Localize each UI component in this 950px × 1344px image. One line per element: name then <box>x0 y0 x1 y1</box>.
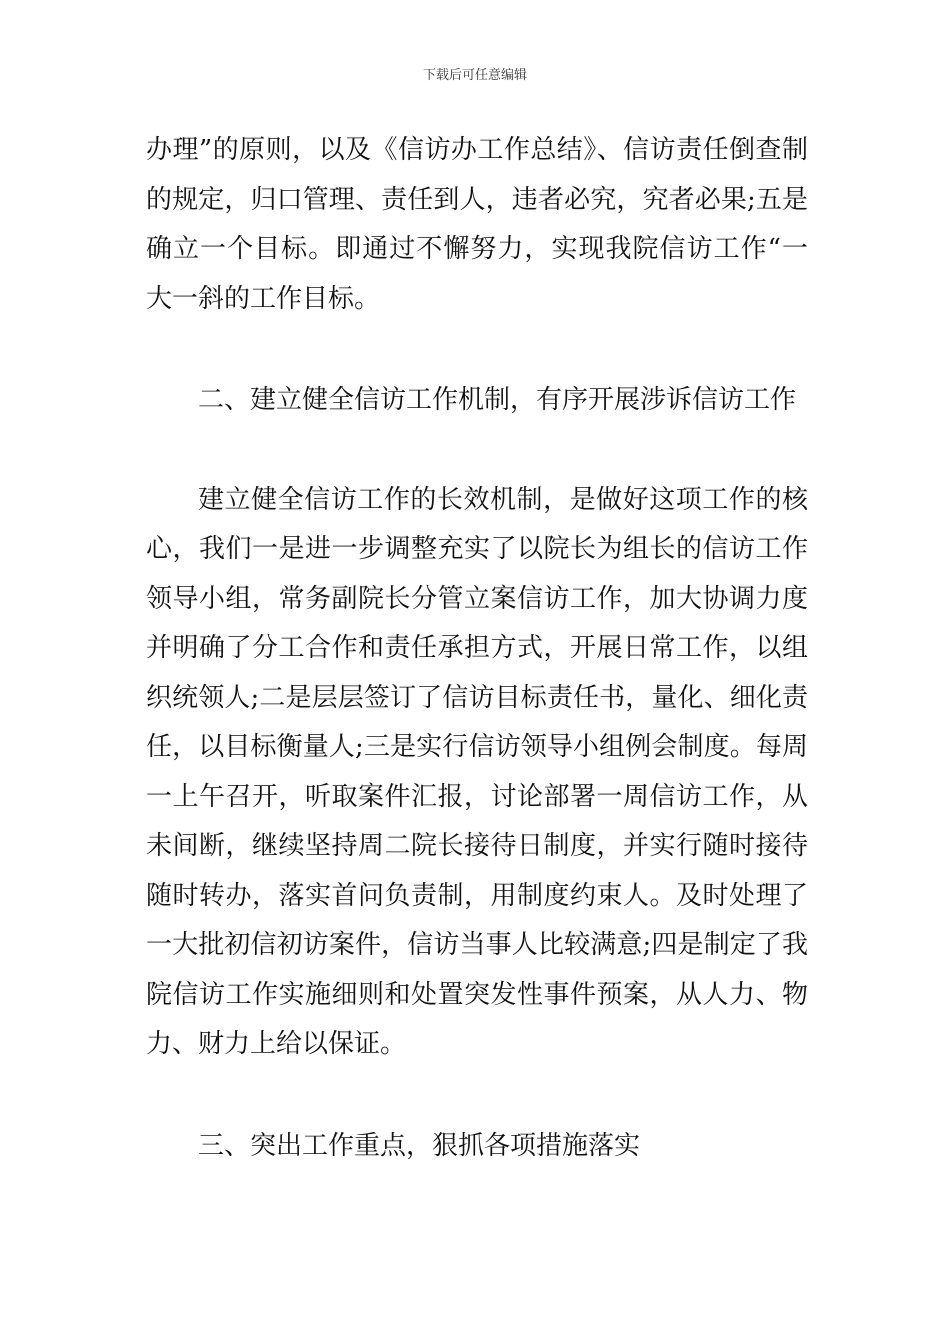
spacer <box>146 426 808 476</box>
document-body <box>146 126 808 1171</box>
spacer <box>146 1070 808 1122</box>
section-heading-2: 二、建立健全信访工作机制，有序开展涉诉信访工作 <box>198 385 797 415</box>
spacer <box>146 324 808 376</box>
paragraph-mechanism: 建立健全信访工作的长效机制，是做好这项工作的核心，我们一是进一步调整充实了以院长为组长的信访工作领导小组，常务副院长分管立案信访工作，加大协调力度并明确了分工合作和责任承担方式，开展日常工作，以组织统领人;二是层层签订了信访目标责任书，量化、细化责任，以目标衡量人;三是实行信访领导小组例会制度。每周一上午召开，听取案件汇报，讨论部署一周信访工作，从未间断，继续坚持周二院长接待日制度，并实行随时接待随时转办，落实首问负责制，用制度约束人。及时处理了一大批初信初访案件，信访当事人比较满意;四是制定了我院信访工作实施细则和处置突发性事件预案，从人力、物力、财力上给以保证。 <box>146 484 808 1059</box>
page-header: 下载后可任意编辑 <box>422 68 527 83</box>
section-heading-3: 三、突出工作重点，狠抓各项措施落实 <box>198 1130 641 1161</box>
paragraph-continuation: 办理”的原则，以及《信访办工作总结》、信访责任倒查制的规定，归口管理、责任到人，违者必究，究者必果;五是确立一个目标。即通过不懈努力，实现我院信访工作“一大一斜的工作目标。 <box>146 135 808 314</box>
